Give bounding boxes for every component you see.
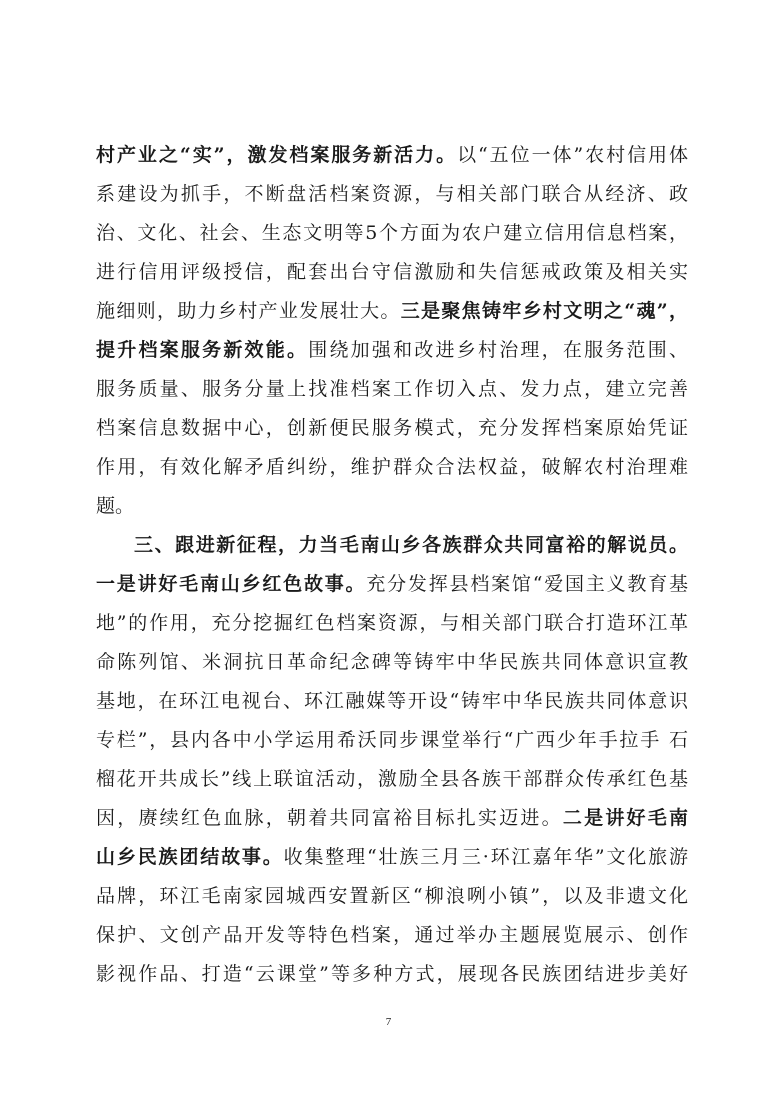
text-segment: 品牌，环江毛南家园城西安置新区“柳浪咧小镇”，以及非遗文化 [96,885,688,907]
bold-text-segment: 三是聚焦铸牢乡村文明之“魂”， [400,300,688,322]
text-segment: 服务质量、服务分量上找准档案工作切入点、发力点，建立完善 [96,378,688,400]
text-segment: 系建设为抓手，不断盘活档案资源，与相关部门联合从经济、政 [96,183,688,205]
bold-text-segment: 提升档案服务新效能。 [96,339,309,361]
text-segment: 影视作品、打造“云课堂”等多种方式，展现各民族团结进步美好 [96,963,688,985]
text-segment: 基地，在环江电视台、环江融媒等开设“铸牢中华民族共同体意识 [96,690,688,712]
bold-text-segment: 村产业之“实”，激发档案服务新活力。 [96,144,458,166]
text-line [96,526,688,565]
text-segment: 施细则，助力乡村产业发展壮大。 [96,300,401,322]
text-segment: 地”的作用，充分挖掘红色档案资源，与相关部门联合打造环江革 [96,612,688,634]
text-line [96,214,688,253]
text-segment: 围绕加强和改进乡村治理，在服务范围、 [308,339,688,361]
text-segment: 档案信息数据中心，创新便民服务模式，充分发挥档案原始凭证 [96,417,688,439]
text-line [96,955,688,994]
text-segment: 专栏”，县内各中小学运用希沃同步课堂举行“广西少年手拉手 石 [96,729,688,751]
text-segment: 以“五位一体”农村信用体 [457,144,688,166]
text-line [96,643,688,682]
page-number: 7 [385,1016,392,1028]
text-line [96,799,688,838]
text-line [96,292,688,331]
bold-text-segment: 三、跟进新征程，力当毛南山乡各族群众共同富裕的解说员。 [134,534,688,556]
text-segment: 命陈列馆、米洞抗日革命纪念碑等铸牢中华民族共同体意识宣教 [96,651,688,673]
text-line [96,916,688,955]
text-line [96,604,688,643]
text-line [96,331,688,370]
text-segment: 充分发挥县档案馆“爱国主义教育基 [366,573,688,595]
text-segment: 题。 [96,495,135,517]
bold-text-segment: 二是讲好毛南 [562,807,688,829]
text-segment: 保护、文创产品开发等特色档案，通过举办主题展览展示、创作 [96,924,688,946]
text-segment: 作用，有效化解矛盾纠纷，维护群众合法权益，破解农村治理难 [96,456,688,478]
text-segment: 进行信用评级授信，配套出台守信激励和失信惩戒政策及相关实 [96,261,688,283]
text-line [96,721,688,760]
text-segment: 因，赓续红色血脉，朝着共同富裕目标扎实迈进。 [96,807,563,829]
text-line [96,448,688,487]
document-body [96,136,688,994]
text-line [96,370,688,409]
text-line [96,175,688,214]
text-line [96,682,688,721]
text-line [96,136,688,175]
text-segment: 治、文化、社会、生态文明等5个方面为农户建立信用信息档案， [96,222,688,244]
text-segment: 榴花开共成长”线上联谊活动，激励全县各族干部群众传承红色基 [96,768,688,790]
text-line [96,565,688,604]
text-segment: 收集整理“壮族三月三·环江嘉年华”文化旅游 [283,846,688,868]
bold-text-segment: 一是讲好毛南山乡红色故事。 [96,573,367,595]
text-line [96,760,688,799]
text-line [96,409,688,448]
text-line [96,487,688,526]
text-line [96,253,688,292]
bold-text-segment: 山乡民族团结故事。 [96,846,284,868]
text-line [96,838,688,877]
text-line [96,877,688,916]
